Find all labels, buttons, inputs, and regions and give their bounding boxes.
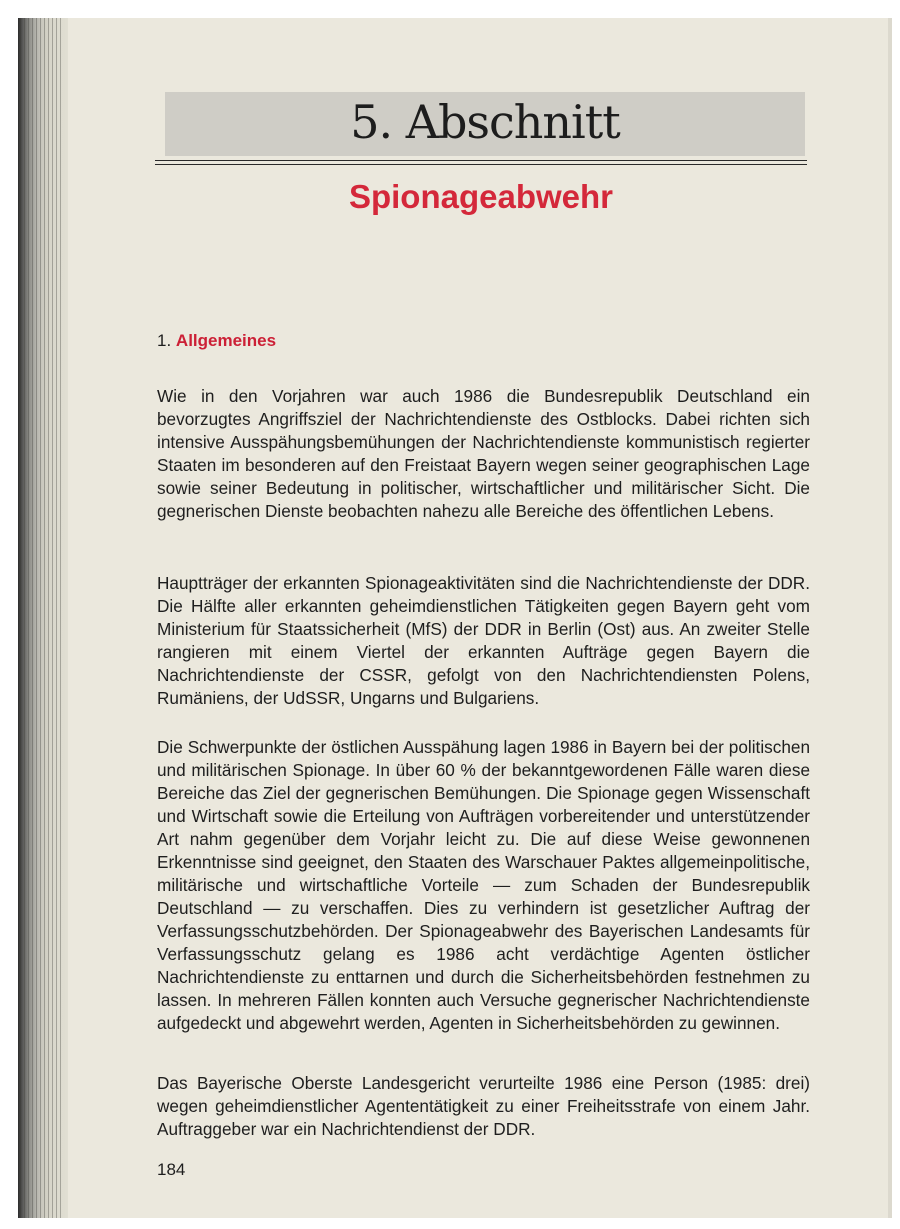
paragraph-1: Wie in den Vorjahren war auch 1986 die Bundesrepublik Deutschland ein bevorzugtes Angriffsziel der Nachrichtendienste des Ostblocks. Dabei richten sich intensive Ausspähungsbemühungen der Nachrichtendienste kommunistisch regierter Staaten im besonderen auf den Freistaat Bayern wegen seiner geographischen Lage sowie seiner Bedeutung in politischer, wirtschaftlicher und militärischer Sicht. Die gegnerischen Dienste beobachten nahezu alle Bereiche des öffentlichen Lebens. — [157, 386, 810, 521]
paragraph-2: Hauptträger der erkannten Spionageaktivitäten sind die Nachrichtendienste der DDR. Die Hälfte aller erkannten geheimdienstlichen Tätigkeiten gegen Bayern geht vom Ministerium für Staatssicherheit (MfS) der DDR in Berlin (Ost) aus. An zweiter Stelle rangieren mit einem Viertel der erkannten Aufträge gegen Bayern die Nachrichtendienste der CSSR, gefolgt von den Nachrichtendiensten Polens, Rumäniens, der UdSSR, Ungarns und Bulgariens. — [157, 573, 810, 708]
page-edges — [20, 18, 64, 1218]
title-rule-top — [155, 160, 807, 161]
paragraph-4: Das Bayerische Oberste Landesgericht verurteilte 1986 eine Person (1985: drei) wegen geheimdienstlicher Agententätigkeit zu einer Freiheitsstrafe von einem Jahr. Auftraggeber war ein Nachrichtendienst der DDR. — [157, 1073, 810, 1139]
page-number: 184 — [157, 1160, 186, 1179]
page-right-edge — [888, 18, 892, 1218]
section-subtitle: Spionageabwehr — [348, 178, 614, 215]
subsection-heading — [157, 331, 276, 351]
subsection-number: 1. — [157, 331, 172, 350]
paragraph-3: Die Schwerpunkte der östlichen Ausspähung lagen 1986 in Bayern bei der politischen und militärischen Spionage. In über 60 % der bekanntgewordenen Fälle waren diese Bereiche das Ziel der gegnerischen Bemühungen. Die Spionage gegen Wissenschaft und Wirtschaft sowie die Erteilung von Aufträgen vorbereitender und unterstützender Art nahm gegenüber dem Vorjahr leicht zu. Die auf diese Weise gewonnenen Erkenntnisse sind geeignet, den Staaten des Warschauer Paktes allgemeinpolitische, militärische und wirtschaftliche Vorteile — zum Schaden der Bundesrepublik Deutschland — zu verschaffen. Dies zu verhindern ist gesetzlicher Auftrag der Verfassungsschutzbehörden. Der Spionageabwehr des Bayerischen Landesamts für Verfassungsschutz gelang es 1986 acht verdächtige Agenten östlicher Nachrichtendienste zu enttarnen und durch die Sicherheitsbehörden festnehmen zu lassen. In mehreren Fällen konnten auch Versuche gegnerischer Nachrichtendienste aufgedeckt und abgewehrt werden, Agenten in Sicherheitsbehörden zu gewinnen. — [157, 737, 810, 1033]
subsection-label: Allgemeines — [175, 331, 277, 350]
section-title: 5. Abschnitt — [350, 95, 620, 149]
title-rule-bottom — [155, 164, 807, 165]
